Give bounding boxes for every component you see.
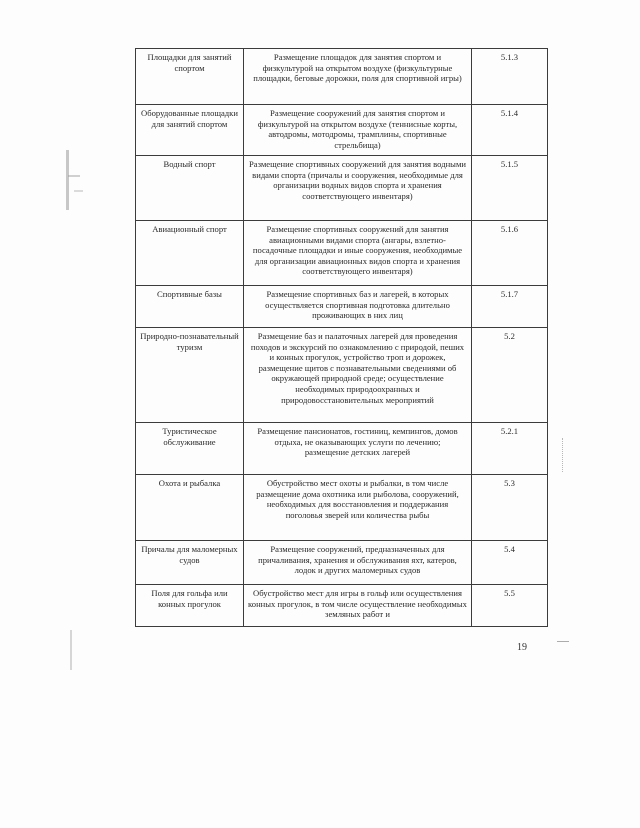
use-type-name: Охота и рыбалка: [136, 475, 244, 541]
use-type-code: 5.1.5: [472, 156, 548, 221]
scan-artifact: [66, 150, 69, 210]
use-type-description: Размещение сооружений для занятия спортом и физкультурой на открытом воздухе (теннисные корты, автодромы, мотодромы, трамплины, спортивные стрельбища): [244, 105, 472, 156]
table-row: [136, 475, 548, 541]
use-type-description: Обустройство мест для игры в гольф или осуществления конных прогулок, в том числе осуществление необходимых земляных работ и: [244, 585, 472, 627]
description-line: Размещение пансионатов, гостиниц, кемпингов, домов отдыха, не оказывающих услуги по лечению;: [257, 426, 458, 447]
use-type-code: 5.1.4: [472, 105, 548, 156]
use-type-description: Размещение площадок для занятия спортом и физкультурой на открытом воздухе (физкультурные площадки, беговые дорожки, поля для спортивной игры): [244, 49, 472, 105]
use-type-code: 5.2.1: [472, 423, 548, 475]
scan-artifact: [68, 175, 80, 177]
use-type-code: 5.1.7: [472, 286, 548, 328]
table-row: [136, 328, 548, 423]
table-row: [136, 286, 548, 328]
use-type-description: [244, 423, 472, 475]
scan-artifact: [562, 438, 565, 472]
use-type-description: Обустройство мест охоты и рыбалки, в том числе размещение дома охотника или рыболова, сооружений, необходимых для восстановления и поддержания поголовья зверей или количества рыбы: [244, 475, 472, 541]
land-use-table: [135, 48, 548, 627]
scan-artifact: [70, 630, 72, 670]
table-row: [136, 105, 548, 156]
use-type-description: Размещение спортивных сооружений для занятия водными видами спорта (причалы и сооружения, необходимые для организации водных видов спорта и хранения соответствующего инвентаря): [244, 156, 472, 221]
table-row: [136, 585, 548, 627]
use-type-description: Размещение баз и палаточных лагерей для проведения походов и экскурсий по ознакомлению с природой, пеших и конных прогулок, устройство троп и дорожек, размещение щитов с познавательными сведениями об окружающей природной среде; осуществление необходимых природоохранных и природовосстановительных мероприятий: [244, 328, 472, 423]
use-type-code: 5.1.3: [472, 49, 548, 105]
table-row: [136, 541, 548, 585]
use-type-name: Спортивные базы: [136, 286, 244, 328]
page-number: 19: [517, 642, 527, 653]
use-type-code: 5.3: [472, 475, 548, 541]
description-line: размещение детских лагерей: [304, 447, 411, 458]
use-type-name: Причалы для маломерных судов: [136, 541, 244, 585]
use-type-name: Оборудованные площадки для занятий спортом: [136, 105, 244, 156]
use-type-description: Размещение спортивных баз и лагерей, в которых осуществляется спортивная подготовка длительно проживающих в них лиц: [244, 286, 472, 328]
scan-artifact: [557, 641, 569, 642]
use-type-code: 5.5: [472, 585, 548, 627]
use-type-name: Поля для гольфа или конных прогулок: [136, 585, 244, 627]
use-type-code: 5.4: [472, 541, 548, 585]
use-type-description: Размещение сооружений, предназначенных для причаливания, хранения и обслуживания яхт, катеров, лодок и других маломерных судов: [244, 541, 472, 585]
use-type-description: Размещение спортивных сооружений для занятия авиационными видами спорта (ангары, взлетно-посадочные площадки и иные сооружения, необходимые для организации авиационных видов спорта и хранения соответствующего инвентаря): [244, 221, 472, 286]
use-type-code: 5.2: [472, 328, 548, 423]
table-row: [136, 221, 548, 286]
use-type-name: Водный спорт: [136, 156, 244, 221]
use-type-name: Туристическое обслуживание: [136, 423, 244, 475]
use-type-code: 5.1.6: [472, 221, 548, 286]
table-row: [136, 423, 548, 475]
table-row: [136, 156, 548, 221]
use-type-name: Природно-познавательный туризм: [136, 328, 244, 423]
use-type-name: Авиационный спорт: [136, 221, 244, 286]
use-type-name: Площадки для занятий спортом: [136, 49, 244, 105]
table-row: [136, 49, 548, 105]
scan-artifact: [74, 190, 83, 192]
